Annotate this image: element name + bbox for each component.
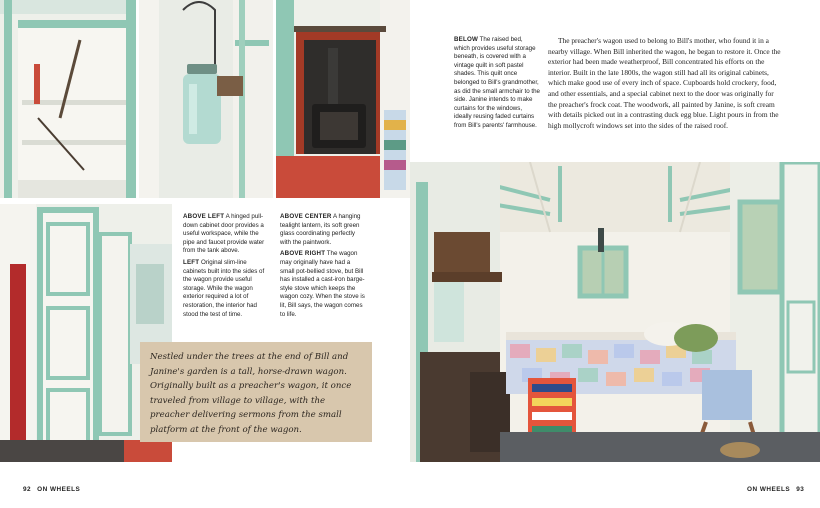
handwritten-note-card xyxy=(140,342,372,442)
caption-below xyxy=(454,36,540,134)
page-number: 93 xyxy=(796,486,805,493)
caption-text: The wagon may originally have had a small pot-bellied stove, but Bill has installed a cast-iron barge-style stove which keeps the wagon cozy. When the stove is lit, Bill says, the wagon comes to life. xyxy=(280,250,365,318)
photo-cabinet-workspace xyxy=(0,0,136,198)
body-paragraph-text: The preacher's wagon used to belong to Bill's mother, who found it in a nearby village. When Bill inherited the wagon, he began to restore it. Once the exterior had been made weatherproof, Bill concentrated his efforts on the interior. Built in the late 1800s, the wagon still had all its original cabinets, which make good use of every inch of space. Cupboards hold crockery, food, and other essentials, and a special cabinet next to the door was originally for the preacher's frock coat. The woodwork, all painted by Janine, is soft cream with details picked out in a contrasting duck egg blue. Light pours in from the high mollycroft windows set into the sides of the raised roof. xyxy=(548,36,781,130)
caption-text: A hanging tealight lantern, its soft green glass coordinating perfectly with the paintwork. xyxy=(280,213,361,246)
photo-wagon-interior-bed xyxy=(410,162,820,462)
caption-text: The raised bed, which provides useful storage beneath, is covered with a vintage quilt in soft pastel shades. This quilt once belonged to Bill's grandmother, as did the small armchair to the side. Janine intends to make curtains for the windows, ideally reusing faded curtains from Bill's parents' farmhouse. xyxy=(454,36,540,129)
page-number: 92 xyxy=(23,486,32,493)
running-head: ON WHEELS xyxy=(37,486,81,493)
caption-label: ABOVE CENTER xyxy=(280,213,332,220)
caption-label: ABOVE LEFT xyxy=(183,213,225,220)
handwritten-note-text: Nestled under the trees at the end of Bill and Janine's garden is a tall, horse-drawn wagon. Originally built as a preacher's wagon, it once traveled from village to village, with the preacher delivering sermons from the small platform at the front of the wagon. xyxy=(150,352,352,435)
folio-right xyxy=(747,486,804,493)
caption-text: Original slim-line cabinets built into the sides of the wagon provide useful storage. While the wagon exterior required a lot of restoration, the interior had stood the test of time. xyxy=(183,258,265,318)
caption-above-left xyxy=(183,213,271,322)
caption-label: LEFT xyxy=(183,258,200,266)
folio-left xyxy=(23,486,80,493)
caption-above-center-right xyxy=(280,213,366,322)
photo-cast-iron-stove xyxy=(276,0,410,198)
caption-text: A hinged pull-down cabinet door provides a useful workspace, while the pipe and faucet provide water from the tank above. xyxy=(183,213,265,255)
body-paragraph xyxy=(548,36,784,131)
caption-label: ABOVE RIGHT xyxy=(280,250,326,258)
running-head: ON WHEELS xyxy=(747,486,791,493)
caption-label: BELOW xyxy=(454,36,479,43)
photo-hanging-lantern xyxy=(139,0,273,198)
